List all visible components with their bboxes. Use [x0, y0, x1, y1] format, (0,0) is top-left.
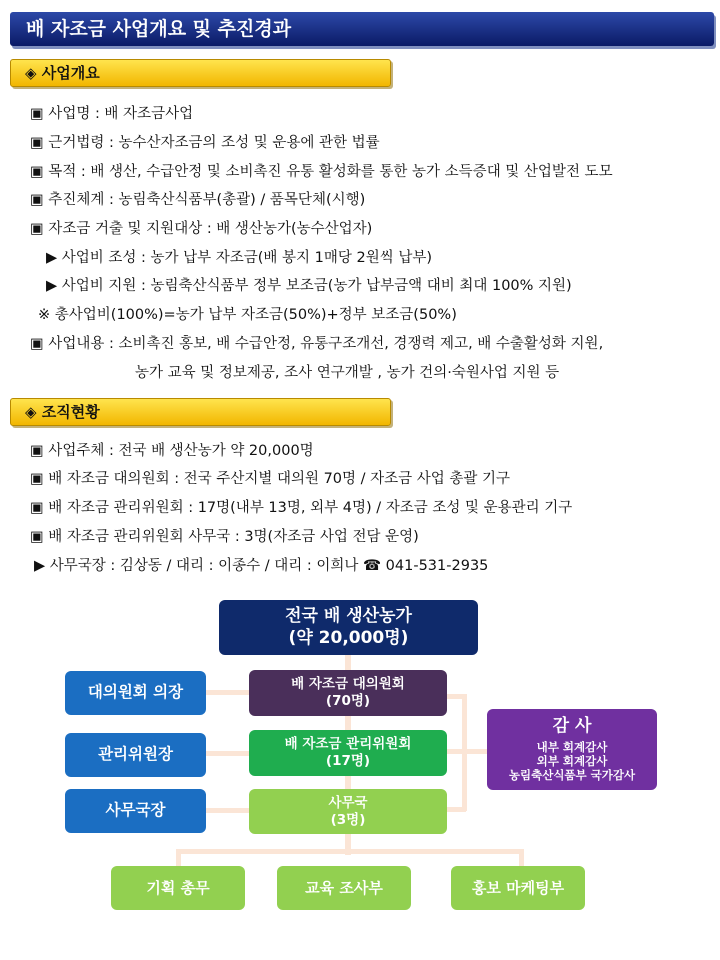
connector-audit-horizontal — [446, 749, 488, 754]
overview-line-content-cont: 농가 교육 및 정보제공, 조사 연구개발 , 농가 건의·숙원사업 지원 등 — [135, 365, 560, 381]
org-committee-chair: 관리위원장 — [65, 733, 206, 777]
org-audit: 감 사 내부 회계감사 외부 회계감사 농림축산식품부 국가감사 — [487, 709, 657, 790]
overview-line-system: ▣ 추진체계 : 농림축산식품부(총괄) / 품목단체(시행) — [30, 192, 366, 208]
org-council-chair: 대의원회 의장 — [65, 671, 206, 715]
connector-committee-chair — [205, 751, 250, 756]
diamond-icon: ◈ — [25, 64, 37, 82]
org-line-office: ▣ 배 자조금 관리위원회 사무국 : 3명(자조금 사업 전담 운영) — [30, 529, 419, 545]
org-committee: 배 자조금 관리위원회 (17명) — [249, 730, 447, 776]
org-office: 사무국 (3명) — [249, 789, 447, 834]
overview-line-content: ▣ 사업내용 : 소비촉진 홍보, 배 수급안정, 유통구조개선, 경쟁력 제고, 배 수출활성화 지원, — [30, 336, 604, 352]
overview-line-funding: ▶ 사업비 조성 : 농가 납부 자조금(배 봉지 1매당 2원씩 납부) — [46, 250, 433, 266]
overview-line-total-note: ※ 총사업비(100%)=농가 납부 자조금(50%)+정부 보조금(50%) — [38, 307, 457, 323]
page-title: 배 자조금 사업개요 및 추진경과 — [10, 12, 714, 46]
overview-line-support: ▶ 사업비 지원 : 농림축산식품부 정부 보조금(농가 납부금액 대비 최대 100% 지원) — [46, 278, 572, 294]
connector-secretary — [205, 808, 250, 813]
connector-office-audit — [446, 807, 466, 812]
org-line-staff-contact: ▶ 사무국장 : 김상동 / 대리 : 이종수 / 대리 : 이희나 ☎ 041-531-2935 — [34, 558, 489, 574]
org-line-council: ▣ 배 자조금 대의원회 : 전국 주산지별 대의원 70명 / 자조금 사업 총괄 기구 — [30, 471, 511, 487]
org-dept-planning: 기획 총무 — [111, 866, 245, 910]
org-line-committee: ▣ 배 자조금 관리위원회 : 17명(내부 13명, 외부 4명) / 자조금 조성 및 운용관리 기구 — [30, 500, 573, 516]
org-line-entity: ▣ 사업주체 : 전국 배 생산농가 약 20,000명 — [30, 443, 314, 459]
org-council: 배 자조금 대의원회 (70명) — [249, 670, 447, 716]
diamond-icon: ◈ — [25, 403, 37, 421]
connector-chair — [205, 690, 250, 695]
connector-council-audit — [446, 694, 466, 699]
section-title: 사업개요 — [41, 64, 100, 82]
overview-line-law: ▣ 근거법령 : 농수산자조금의 조성 및 운용에 관한 법률 — [30, 135, 380, 151]
section-title: 조직현황 — [41, 403, 100, 421]
overview-line-purpose: ▣ 목적 : 배 생산, 수급안정 및 소비촉진 유통 활성화를 통한 농가 소득증대 및 산업발전 도모 — [30, 164, 613, 180]
overview-line-name: ▣ 사업명 : 배 자조금사업 — [30, 106, 194, 122]
org-secretary-general: 사무국장 — [65, 789, 206, 833]
section-header-overview — [10, 59, 391, 87]
section-header-organization — [10, 398, 391, 426]
org-dept-marketing: 홍보 마케팅부 — [451, 866, 585, 910]
overview-line-target: ▣ 자조금 거출 및 지원대상 : 배 생산농가(농수산업자) — [30, 221, 373, 237]
connector-bottom-horizontal — [176, 849, 524, 854]
org-top-farmers: 전국 배 생산농가 (약 20,000명) — [219, 600, 478, 655]
org-dept-education: 교육 조사부 — [277, 866, 411, 910]
